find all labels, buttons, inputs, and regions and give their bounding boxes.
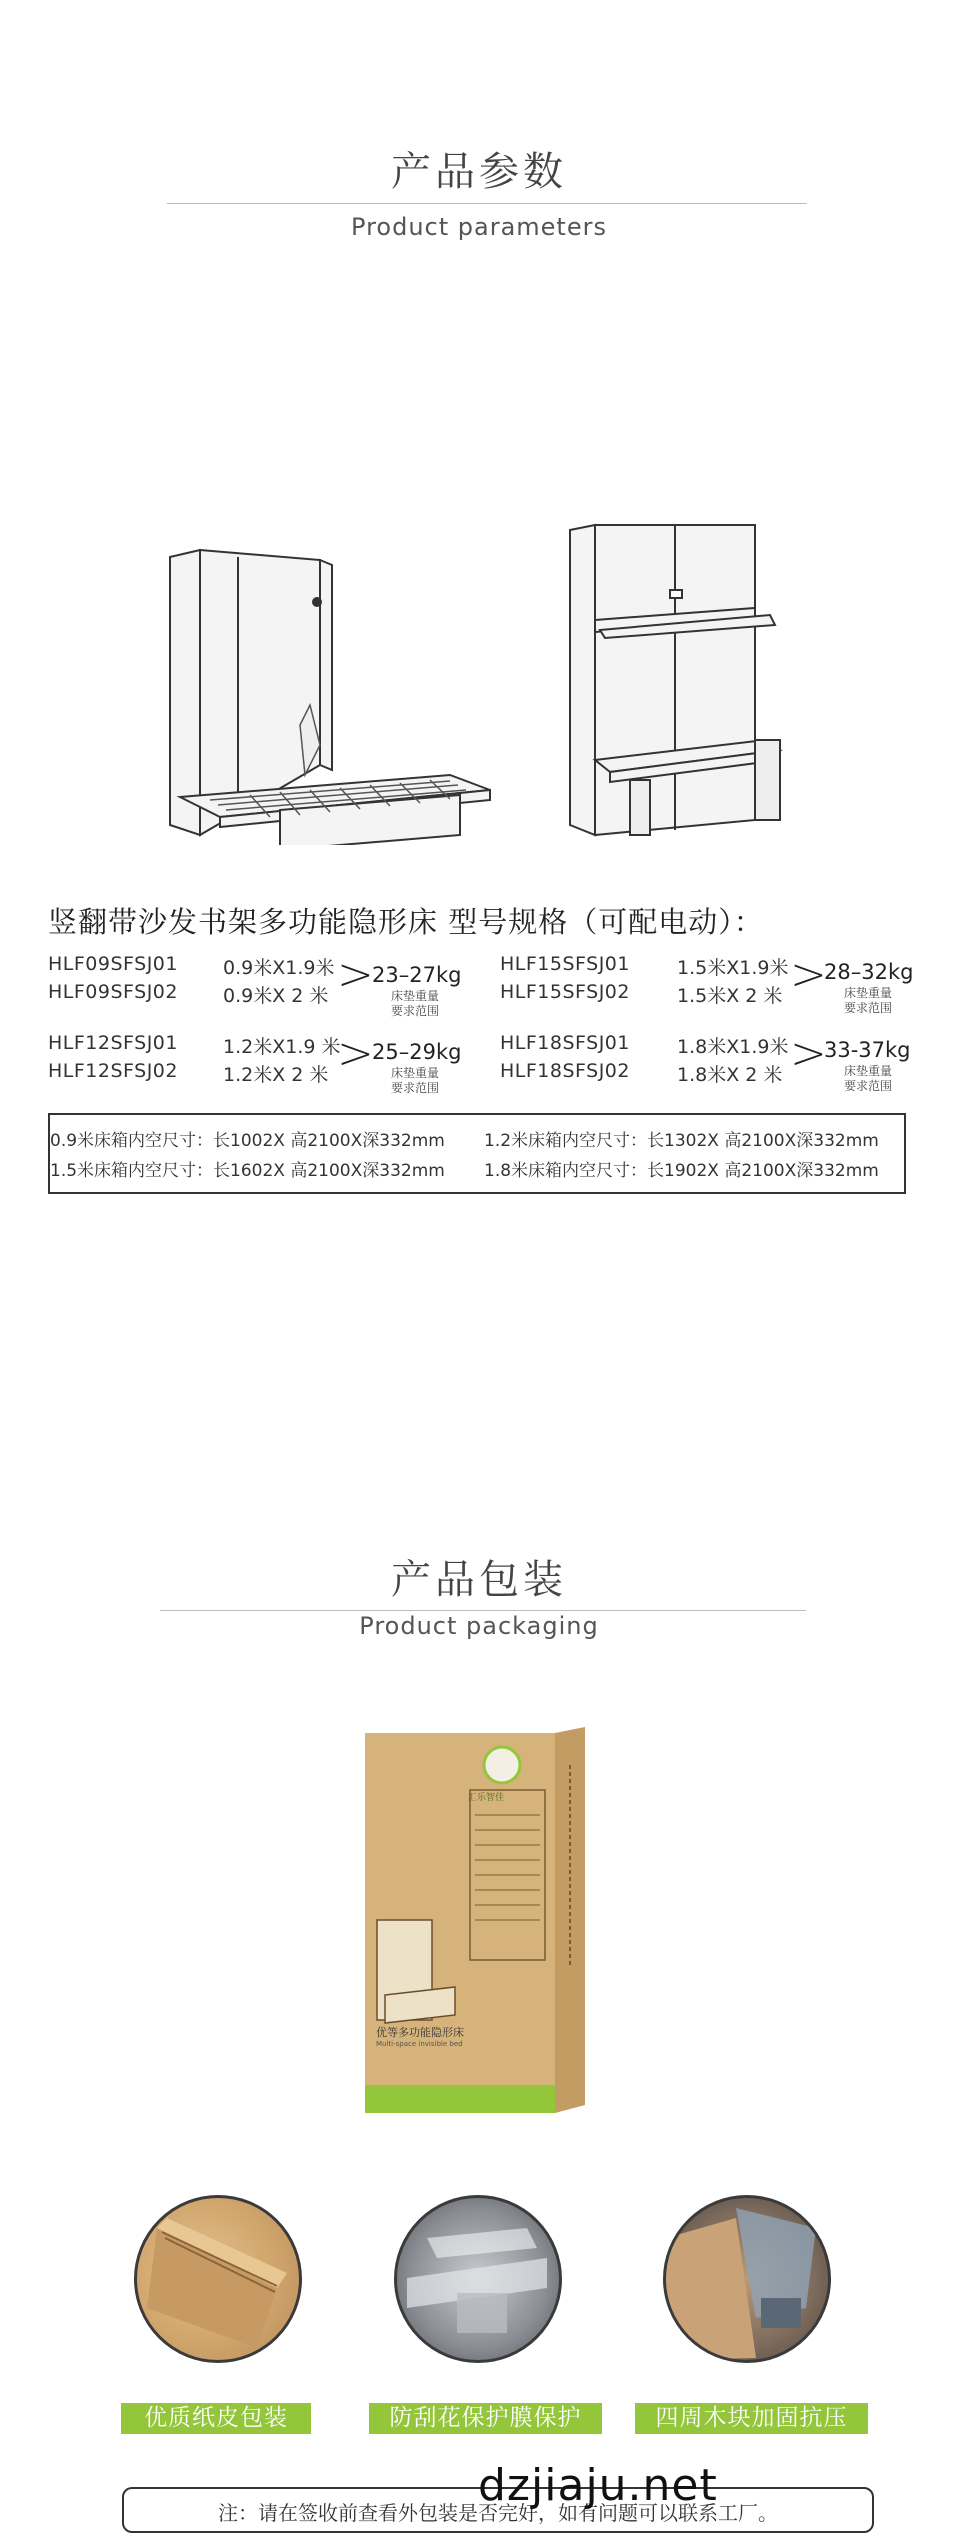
parameters-divider: [167, 203, 807, 204]
mattress-weight: 23–27kg: [372, 963, 462, 987]
bed-illustration-open: [160, 545, 500, 845]
inner-dimension: 0.9米床箱内空尺寸：长1002X 高2100X深332mm: [50, 1131, 445, 1151]
range-bracket-icon: >: [790, 949, 827, 1000]
weight-note: 床垫重量 要求范围: [390, 989, 439, 1018]
model-code: HLF18SFSJ01: [500, 1032, 630, 1054]
wood-block-photo: [663, 2195, 831, 2363]
inner-dimension: 1.5米床箱内空尺寸：长1602X 高2100X深332mm: [50, 1161, 445, 1181]
site-watermark: dzjiaju.net: [478, 2460, 718, 2511]
bed-size: 1.8米X1.9米: [677, 1036, 789, 1058]
bed-size: 1.5米X 2 米: [677, 985, 783, 1007]
feature-wood-label: 四周木块加固抗压: [635, 2403, 868, 2434]
inner-dimension: 1.2米床箱内空尺寸：长1302X 高2100X深332mm: [484, 1131, 879, 1151]
range-bracket-icon: >: [790, 1028, 827, 1079]
inner-dimension: 1.8米床箱内空尺寸：长1902X 高2100X深332mm: [484, 1161, 879, 1181]
model-code: HLF09SFSJ01: [48, 953, 178, 975]
bed-size: 1.2米X1.9 米: [223, 1036, 341, 1058]
mattress-weight: 33-37kg: [824, 1038, 911, 1062]
inspection-note: 注：请在签收前查看外包装是否完好，如有问题可以联系工厂。: [218, 2501, 778, 2525]
feature-film-label: 防刮花保护膜保护: [369, 2403, 602, 2434]
kraft-paper-photo: [134, 2195, 302, 2363]
bed-size: 1.5米X1.9米: [677, 957, 789, 979]
model-code: HLF15SFSJ02: [500, 981, 630, 1003]
packaging-title: 产品包装: [391, 1557, 567, 1603]
bed-size: 0.9米X1.9米: [223, 957, 335, 979]
parameters-title: 产品参数: [391, 149, 567, 195]
model-code: HLF12SFSJ02: [48, 1060, 178, 1082]
spec-heading: 竖翻带沙发书架多功能隐形床 型号规格（可配电动）：: [48, 905, 764, 939]
parameters-subtitle: Product parameters: [351, 213, 607, 241]
model-code: HLF15SFSJ01: [500, 953, 630, 975]
weight-note: 床垫重量 要求范围: [390, 1066, 439, 1095]
bed-size: 1.8米X 2 米: [677, 1064, 783, 1086]
box-caption: 优等多功能隐形床: [376, 2026, 464, 2039]
model-code: HLF09SFSJ02: [48, 981, 178, 1003]
bed-size: 1.2米X 2 米: [223, 1064, 329, 1086]
bed-size: 0.9米X 2 米: [223, 985, 329, 1007]
model-code: HLF18SFSJ02: [500, 1060, 630, 1082]
package-box-image: [355, 1725, 595, 2115]
mattress-weight: 28–32kg: [824, 960, 914, 984]
weight-note: 床垫重量 要求范围: [843, 986, 892, 1015]
feature-kraft-label: 优质纸皮包装: [121, 2403, 311, 2434]
range-bracket-icon: >: [337, 949, 374, 1000]
box-brand: 汇乐智佳: [468, 1793, 505, 1803]
bed-illustration-closed: [565, 520, 865, 850]
packaging-subtitle: Product packaging: [359, 1612, 599, 1640]
protective-film-photo: [394, 2195, 562, 2363]
model-code: HLF12SFSJ01: [48, 1032, 178, 1054]
mattress-weight: 25–29kg: [372, 1040, 462, 1064]
weight-note: 床垫重量 要求范围: [843, 1064, 892, 1093]
range-bracket-icon: >: [337, 1028, 374, 1079]
packaging-divider: [160, 1610, 806, 1611]
box-caption-en: Multi-space invisible bed: [376, 2040, 463, 2048]
